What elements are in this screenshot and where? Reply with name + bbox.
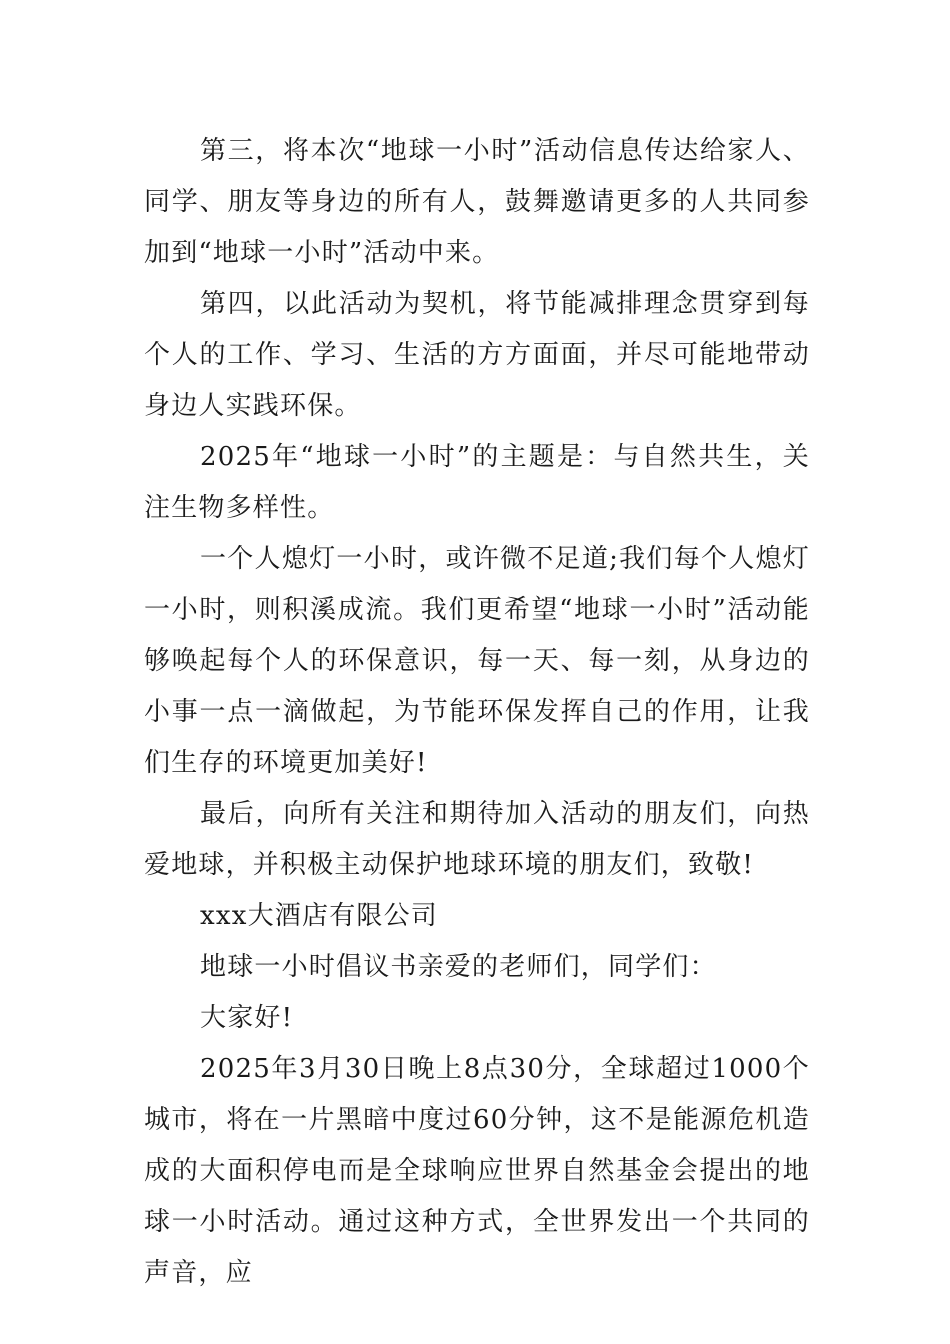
paragraph-point-three: 第三，将本次“地球一小时”活动信息传达给家人、同学、朋友等身边的所有人，鼓舞邀请更多的人共同参加到“地球一小时”活动中来。	[144, 136, 810, 268]
paragraph-proposal-greeting: 地球一小时倡议书亲爱的老师们，同学们：	[200, 952, 717, 982]
signature-company: xxx大酒店有限公司	[200, 901, 438, 931]
paragraph-lights-off: 一个人熄灯一小时，或许微不足道;我们每个人熄灯一小时，则积溪成流。我们更希望“地球一小时”活动能够唤起每个人的环保意识，每一天、每一刻，从身边的小事一点一滴做起，为节能环保发挥自己的作用，让我们生存的环境更加美好!	[144, 544, 810, 778]
document-body	[144, 126, 810, 1299]
paragraph-hello: 大家好!	[200, 1003, 294, 1033]
paragraph-closing-salute: 最后，向所有关注和期待加入活动的朋友们，向热爱地球，并积极主动保护地球环境的朋友们，致敬!	[144, 799, 810, 880]
paragraph-theme: 2025年“地球一小时”的主题是：与自然共生，关注生物多样性。	[144, 442, 810, 523]
paragraph-point-four: 第四，以此活动为契机，将节能减排理念贯穿到每个人的工作、学习、生活的方方面面，并尽可能地带动身边人实践环保。	[144, 289, 810, 421]
paragraph-event-description: 2025年3月30日晚上8点30分，全球超过1000个城市，将在一片黑暗中度过60分钟，这不是能源危机造成的大面积停电而是全球响应世界自然基金会提出的地球一小时活动。通过这种方式，全世界发出一个共同的声音，应	[144, 1054, 810, 1288]
